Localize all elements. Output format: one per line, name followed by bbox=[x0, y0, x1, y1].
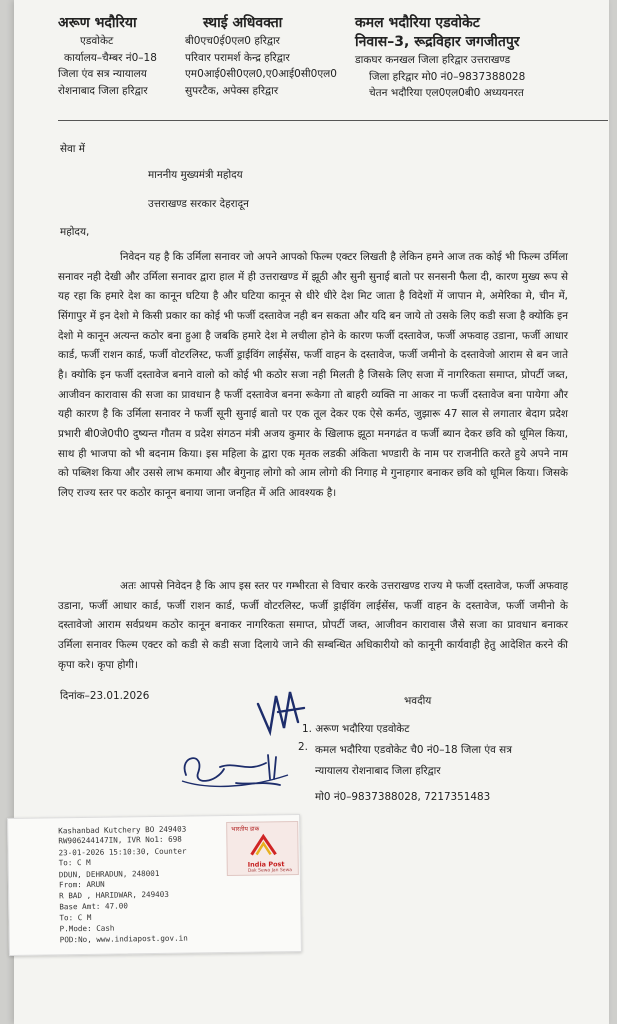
india-post-logo-tagline: Dak Sewa Jan Sewa bbox=[247, 868, 293, 874]
left-district: रोशनाबाद जिला हरिद्वार bbox=[58, 84, 148, 97]
recipient: माननीय मुख्यमंत्री महोदय bbox=[148, 169, 243, 181]
advocate-name-kamal: कमल भदौरिया एडवोकेट bbox=[355, 15, 480, 31]
center-line-3: एम0आई0सी0एल0,ए0आई0सी0एल0 bbox=[185, 68, 337, 80]
body-paragraph-2: अतः आपसे निवेदन है कि आप इस स्तर पर गम्भीरता से विचार करके उत्तराखण्ड राज्य मे फर्जी दस्तावेज, फर्जी अफवाह उडाना, फर्जी आधार कार्ड, फर्जी राशन कार्ड, फर्जी वोटरलिस्ट, फर्जी ड्राईविंग लाईसेंस, फर्जी वाहन के दस्तावेज, फर्जी जमीनो के दस्तावेजो आराम सर्वप्रथम कठोर कानून बनाकर नागरिकता समाप्त, प्रोपर्टी जब्त, आजीवन कारावास जैसे सजा का प्रावधान बनाकर उर्मिला सनावर फिल्म एक्टर को कडी से कडी सजा दिलाये जाने की सम्बन्धित अधिकारीयो को कानूनी कार्यवाही हेतु आदेशित करने की कृपा करे। कृपा होगी। bbox=[58, 580, 568, 671]
india-post-logo bbox=[226, 821, 299, 876]
signature-kamal bbox=[176, 745, 296, 790]
letterhead-left bbox=[58, 14, 188, 99]
receipt-from-addr: R BAD , HARIDWAR, 249403 bbox=[59, 889, 169, 901]
recipient-place: उत्तराखण्ड सरकार देहरादून bbox=[148, 198, 249, 210]
signatory-2: कमल भदौरिया एडवोकेट चै0 नं0–18 जिला एंव सत्र bbox=[315, 744, 512, 756]
india-post-logo-hindi: भारतीय डाक bbox=[231, 825, 260, 833]
left-chamber: कार्यालय–चैम्बर नं0–18 bbox=[64, 51, 157, 64]
center-line-1: बी0एच0ई0एल0 हरिद्वार bbox=[185, 35, 280, 47]
right-address: निवास–3, रूद्रविहार जगजीतपुर bbox=[355, 34, 520, 50]
receipt-to: To: C M bbox=[58, 857, 91, 868]
center-title: स्थाई अधिवक्ता bbox=[203, 15, 283, 31]
receipt-ref: RW906244147IN, IVR No1: 698 bbox=[58, 834, 182, 846]
letterhead-right bbox=[355, 14, 595, 102]
right-phone: जिला हरिद्वार मो0 नं0–9837388028 bbox=[369, 70, 526, 83]
signatory-phone: मो0 नं0–9837388028, 7217351483 bbox=[315, 791, 491, 803]
postal-receipt bbox=[7, 814, 302, 956]
letter-date: दिनांक–23.01.2026 bbox=[60, 690, 150, 702]
india-post-bird-icon bbox=[249, 832, 277, 858]
closing-bhavdiya: भवदीय bbox=[404, 695, 432, 707]
right-chetan: चेतन भदौरिया एल0एल0बी0 अध्ययनरत bbox=[369, 87, 524, 99]
letterhead-center bbox=[185, 14, 355, 99]
receipt-to-2: To: C M bbox=[59, 912, 92, 923]
receipt-from: From: ARUN bbox=[58, 879, 105, 890]
sewa-me: सेवा में bbox=[60, 143, 86, 155]
center-line-4: सुपरटैक, अपेक्स हरिद्वार bbox=[185, 84, 279, 97]
left-court: जिला एंव सत्र न्यायालय bbox=[58, 68, 147, 80]
advocate-name-arun: अरूण भदौरिया bbox=[58, 15, 137, 31]
body-paragraph-1: निवेदन यह है कि उर्मिला सनावर जो अपने आपको फिल्म एक्टर लिखती है लेकिन हमने आज तक कोई भी फिल्म उर्मिला सनावर नही देखी और उर्मिला सनावर द्वारा हाल में ही उत्तराखण्ड में झूठी और सुनी सुनाई बातो पर सनसनी फैला दी, कारण मुख्य रूप से यह रहा कि हमारे देश का कानून घटिया है और घटिया कानून से धीरे धीरे देश मिट जाता है विदेशों में जापान मे, अमेरिका मे, चीन में, सिंगापुर में इन देशो मे किसी प्रकार का कोई भी फर्जी दस्तावेज नही बन सकता और यदि बन जाये तो उसके लिए कडी सजा है क्योकि इन देशो मे कानून अत्यन्त कठोर बना हुआ है जबकि हमारे देश मे लचीला होने के कारण फर्जी दस्तावेज, फर्जी अफवाह उडाना, फर्जी आधार कार्ड, फर्जी राशन कार्ड, फर्जी वोटरलिस्ट, फर्जी ड्राईविंग लाईसेंस, फर्जी वाहन के दस्तावेज, फर्जी जमीनो के दस्तावेजो आराम से बन जाते है। क्योकि इन फर्जी दस्तावेज बनाने वालो को कोई भी कठोर सजा नही मिलती है जिसके लिए सजा में नागरिकता समाप्त, प्रोपर्टी जब्त, आजीवन कारावास की सजा का प्रावधान है फर्जी दस्तावेज बनना रूकेगा तो बाहरी व्यक्ति ना आकर ना फर्जी दस्तावेज बना पायेगा और यही कारण है कि उर्मिला सनावर ने फर्जी सूनी सुनाई बातो पर एक तूल देकर एक ऐसे कर्मठ, जुझारू 47 साल से लगातार बेदाग प्रदेश प्रभारी बी0जे0पी0 दुष्यन्त गौतम व प्रदेश संगठन मंत्री अजय कुमार के खिलाफ झूठा मनगढंत व फर्जी ब्यान देकर छवि को धूमिल किया, साथ ही भाजपा को भी बदनाम किया। इस महिला के द्वारा एक मृतक लडकी अंकिता भण्डारी के नाम पर राजनीति करते हुये अपने नाम को पब्लिश किया और उससे लाभ कमाया और बेगुनाह लोगो को आम लोगो की निगाह मे गुनाहगार बनाकर छवि को धूमिल किया। जिसके लिए राज्य स्तर पर कठोर कानून बनाया जाना जनहित में अति आवश्यक है। bbox=[58, 251, 568, 499]
signatory-1: 1. अरूण भदौरिया एडवोकेट bbox=[302, 723, 410, 735]
signatory-2-number: 2. bbox=[298, 741, 308, 753]
left-designation: एडवोकेट bbox=[80, 35, 114, 47]
salutation: महोदय, bbox=[60, 226, 90, 238]
receipt-office: Kashanbad Kutchery BO 249403 bbox=[58, 824, 187, 836]
right-postoffice: डाकघर कनखल जिला हरिद्वार उत्तराखण्ड bbox=[355, 54, 511, 66]
receipt-pod: POD:No, www.indiapost.gov.in bbox=[59, 933, 188, 945]
receipt-datetime: 23-01-2026 15:10:30, Counter bbox=[58, 846, 187, 858]
india-post-logo-text: India Post bbox=[247, 860, 285, 869]
signatory-court: न्यायालय रोशनाबाद जिला हरिद्वार bbox=[315, 765, 441, 777]
receipt-to-addr: DDUN, DEHRADUN, 248001 bbox=[58, 868, 160, 880]
receipt-base-amt: Base Amt: 47.00 bbox=[59, 901, 128, 912]
header-divider bbox=[58, 120, 608, 121]
receipt-pmode: P.Mode: Cash bbox=[59, 923, 115, 934]
center-line-2: परिवार परामर्श केन्द्र हरिद्वार bbox=[185, 51, 290, 64]
